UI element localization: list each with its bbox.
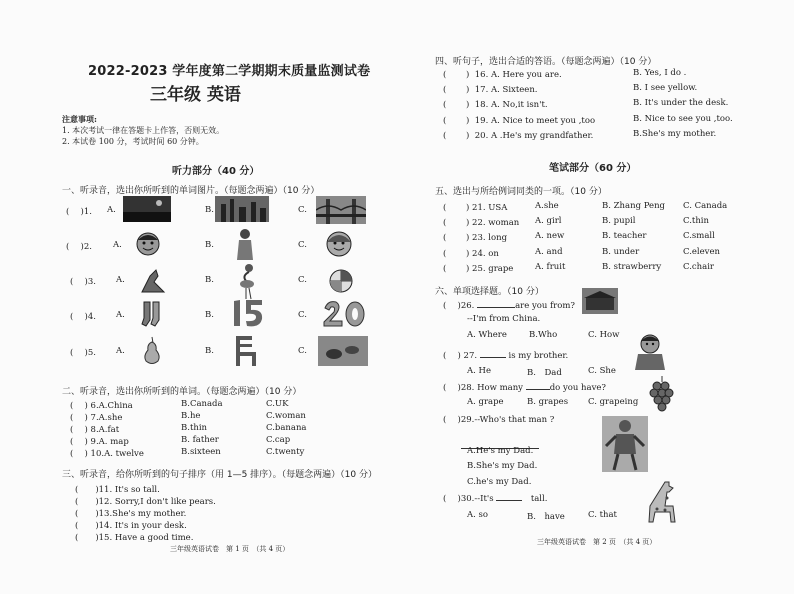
q29-row: ( )29.--Who's that man ? bbox=[443, 415, 555, 425]
q3-option-c: C. bbox=[298, 275, 307, 285]
section-1-heading: 一、听录音，选出你所听到的单词图片。（每题念两遍）（10 分） bbox=[62, 186, 320, 196]
q25-option-a: A. fruit bbox=[535, 262, 566, 272]
grapes-picture bbox=[649, 374, 675, 418]
q3-option-b: B. bbox=[205, 275, 214, 285]
q13-row: ( )13.She's my mother. bbox=[75, 509, 187, 519]
q30-option-c: C. that bbox=[588, 510, 617, 520]
q18-row: ( ) 18. A. No,it isn't. bbox=[443, 100, 548, 110]
q19-option-b: B. Nice to see you ,too. bbox=[633, 114, 733, 124]
q22-option-c: C.thin bbox=[683, 216, 709, 226]
q30-option-b: B. have bbox=[527, 512, 565, 522]
q11-row: ( )11. It's so tall. bbox=[75, 485, 160, 495]
chair-picture bbox=[232, 334, 258, 368]
tiananmen-picture bbox=[582, 288, 618, 314]
q22-option-a: A. girl bbox=[535, 216, 562, 226]
q9-option-b: B. father bbox=[181, 435, 219, 445]
q26-option-c: C. How bbox=[588, 330, 620, 340]
q6-option-b: B.Canada bbox=[181, 399, 223, 409]
q23-option-c: C.small bbox=[683, 231, 715, 241]
man-picture bbox=[602, 416, 648, 472]
q7-option-c: C.woman bbox=[266, 411, 306, 421]
q16-option-b: B. Yes, I do . bbox=[633, 68, 687, 78]
q24-option-c: C.eleven bbox=[683, 247, 720, 257]
q23-row: ( ) 23. long bbox=[443, 233, 508, 243]
q7-option-b: B.he bbox=[181, 411, 201, 421]
q16-row: ( ) 16. A. Here you are. bbox=[443, 70, 562, 80]
q2-number: ( )2. bbox=[66, 242, 92, 252]
q30-option-a: A. so bbox=[467, 510, 489, 520]
q4-option-c: C. bbox=[298, 310, 307, 320]
q23-option-b: B. teacher bbox=[602, 231, 647, 241]
written-part-heading: 笔试部分（60 分） bbox=[549, 163, 637, 174]
notes-heading: 注意事项: bbox=[62, 114, 97, 124]
section-3-heading: 三、听录音，给你所听到的句子排序（用 1—5 排序）。（每题念两遍）（10 分） bbox=[62, 470, 377, 480]
girl-face-picture bbox=[325, 230, 353, 258]
q6-option-c: C.UK bbox=[266, 399, 289, 409]
animals-picture bbox=[318, 336, 368, 366]
socks-picture bbox=[141, 300, 163, 328]
q21-option-a: A.she bbox=[535, 201, 559, 211]
q8-option-b: B.thin bbox=[181, 423, 208, 433]
section-2-heading: 二、听录音，选出你所听到的单词。（每题念两遍）（10 分） bbox=[62, 387, 302, 397]
pear-picture bbox=[141, 336, 163, 366]
q28-option-c: C. grapeing bbox=[588, 397, 639, 407]
q22-option-b: B. pupil bbox=[602, 216, 636, 226]
q27-option-c: C. She bbox=[588, 366, 616, 376]
q10-option-c: C.twenty bbox=[266, 447, 305, 457]
q1-option-b: B. bbox=[205, 205, 214, 215]
right-footer: 三年级英语试卷 第 2 页 （共 4 页） bbox=[537, 538, 657, 546]
q9-row: ( ) 9.A. map bbox=[70, 437, 129, 447]
q5-number: ( )5. bbox=[70, 348, 96, 358]
q4-number: ( )4. bbox=[70, 312, 96, 322]
q15-row: ( )15. Have a good time. bbox=[75, 533, 194, 543]
kangaroo-picture bbox=[138, 266, 168, 296]
q26-reply: --I'm from China. bbox=[467, 314, 541, 324]
q24-row: ( ) 24. on bbox=[443, 249, 499, 259]
q21-option-b: B. Zhang Peng bbox=[602, 201, 665, 211]
q8-option-c: C.banana bbox=[266, 423, 307, 433]
q19-row: ( ) 19. A. Nice to meet you ,too bbox=[443, 116, 596, 126]
note-1: 1. 本次考试一律在答题卡上作答，否则无效。 bbox=[62, 126, 225, 135]
q1-option-a: A. bbox=[107, 205, 116, 215]
q20-option-b: B.She's my mother. bbox=[633, 129, 717, 139]
q25-option-c: C.chair bbox=[683, 262, 714, 272]
q17-row: ( ) 17. A. Sixteen. bbox=[443, 85, 538, 95]
bridge-picture bbox=[316, 196, 366, 224]
left-footer: 三年级英语试卷 第 1 页 （共 4 页） bbox=[170, 545, 290, 553]
section-6-heading: 六、单项选择题。（10 分） bbox=[435, 287, 544, 297]
exam-subtitle: 三年级 英语 bbox=[150, 85, 241, 105]
section-5-heading: 五、选出与所给例词同类的一项。（10 分） bbox=[435, 187, 607, 197]
q2-option-a: A. bbox=[113, 240, 122, 250]
q18-option-b: B. It's under the desk. bbox=[633, 98, 729, 108]
q27-option-b: B. Dad bbox=[527, 368, 562, 378]
q30-row: ( )30.--It's tall. bbox=[443, 494, 548, 504]
q4-option-b: B. bbox=[205, 310, 214, 320]
q1-option-c: C. bbox=[298, 205, 307, 215]
woman-picture bbox=[235, 228, 255, 262]
q24-option-a: A. and bbox=[535, 247, 563, 257]
q3-number: ( )3. bbox=[70, 277, 96, 287]
q28-option-b: B. grapes bbox=[527, 397, 569, 407]
section-4-heading: 四、听句子，选出合适的答语。（每题念两遍）（10 分） bbox=[435, 57, 657, 67]
q26-option-b: B.Who bbox=[529, 330, 558, 340]
q9-option-c: C.cap bbox=[266, 435, 291, 445]
listening-part-heading: 听力部分（40 分） bbox=[172, 166, 260, 177]
boy-face-picture bbox=[135, 230, 161, 258]
number-20-picture bbox=[322, 298, 366, 328]
q26-row: ( )26. are you from? bbox=[443, 301, 575, 311]
city-skyline-picture bbox=[215, 196, 269, 222]
q3-option-a: A. bbox=[116, 275, 125, 285]
q1-number: ( )1. bbox=[66, 207, 92, 217]
q2-option-c: C. bbox=[298, 240, 307, 250]
q10-option-b: B.sixteen bbox=[181, 447, 221, 457]
exam-title: 2022-2023 学年度第二学期期末质量监测试卷 bbox=[88, 64, 371, 79]
night-landscape-picture bbox=[123, 196, 171, 222]
q25-option-b: B. strawberry bbox=[602, 262, 662, 272]
q27-option-a: A. He bbox=[467, 366, 491, 376]
q6-row: ( ) 6.A.China bbox=[70, 401, 133, 411]
q29-option-b: B.She's my Dad. bbox=[467, 461, 538, 471]
flamingo-picture bbox=[235, 262, 259, 300]
right-page bbox=[397, 0, 794, 594]
q23-option-a: A. new bbox=[535, 231, 565, 241]
q29-option-a: A.He's my Dad. bbox=[467, 446, 534, 456]
q26-option-a: A. Where bbox=[467, 330, 507, 340]
q21-option-c: C. Canada bbox=[683, 201, 728, 211]
q8-row: ( ) 8.A.fat bbox=[70, 425, 120, 435]
giraffe-picture bbox=[643, 480, 679, 524]
q22-row: ( ) 22. woman bbox=[443, 218, 520, 228]
q17-option-b: B. I see yellow. bbox=[633, 83, 698, 93]
q14-row: ( )14. It's in your desk. bbox=[75, 521, 187, 531]
q25-row: ( ) 25. grape bbox=[443, 264, 514, 274]
number-15-picture bbox=[230, 296, 266, 330]
q28-row: ( )28. How many do you have? bbox=[443, 383, 606, 393]
q2-option-b: B. bbox=[205, 240, 214, 250]
q10-row: ( ) 10.A. twelve bbox=[70, 449, 144, 459]
q21-row: ( ) 21. USA bbox=[443, 203, 508, 213]
q5-option-c: C. bbox=[298, 346, 307, 356]
q29-option-c: C.he's my Dad. bbox=[467, 477, 532, 487]
q5-option-b: B. bbox=[205, 346, 214, 356]
q20-row: ( ) 20. A .He's my grandfather. bbox=[443, 131, 594, 141]
q5-option-a: A. bbox=[116, 346, 125, 356]
note-2: 2. 本试卷 100 分，考试时间 60 分钟。 bbox=[62, 137, 204, 146]
q27-row: ( ) 27. is my brother. bbox=[443, 351, 569, 361]
q24-option-b: B. under bbox=[602, 247, 640, 257]
beach-ball-picture bbox=[328, 268, 354, 294]
q4-option-a: A. bbox=[116, 310, 125, 320]
q7-row: ( ) 7.A.she bbox=[70, 413, 123, 423]
boy-picture bbox=[629, 332, 671, 372]
q28-option-a: A. grape bbox=[467, 397, 504, 407]
q12-row: ( )12. Sorry,I don't like pears. bbox=[75, 497, 216, 507]
